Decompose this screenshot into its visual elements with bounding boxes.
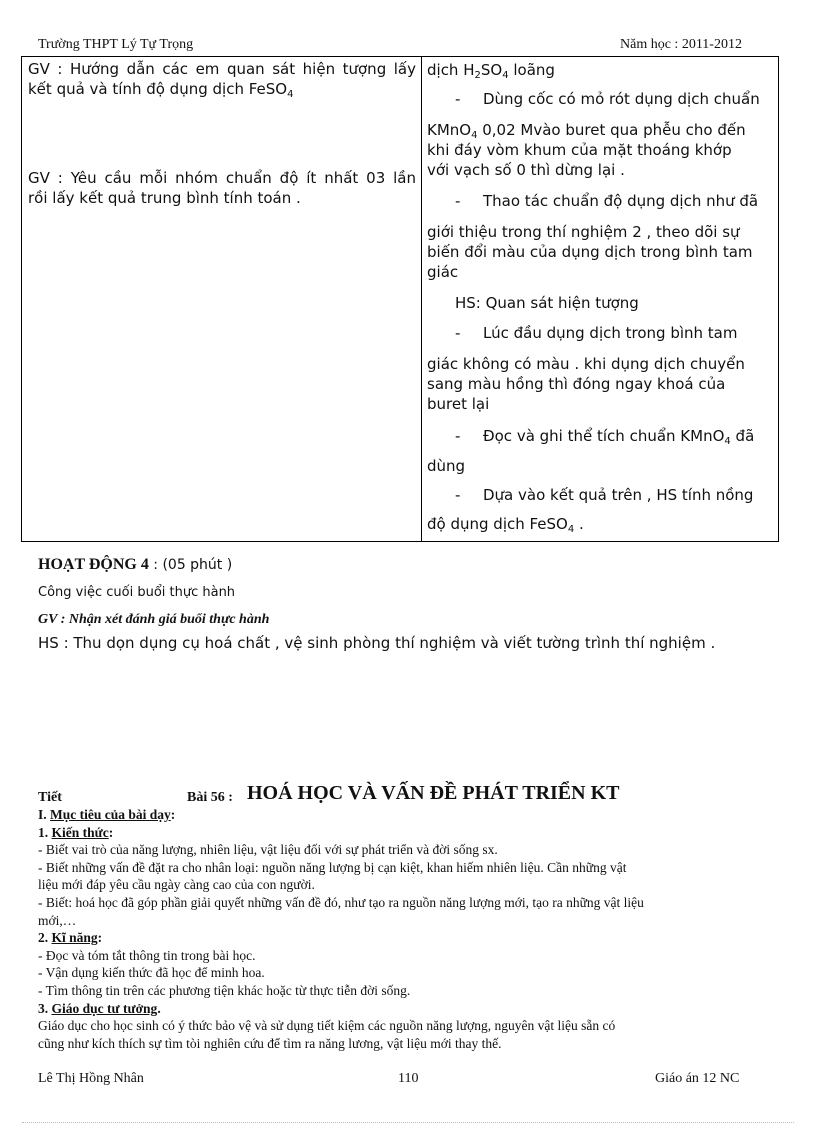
knowledge-item-3b: mới,…	[38, 912, 77, 928]
footer-plan: Giáo án 12 NC	[655, 1071, 740, 1086]
right-line-1: dịch $H_2SO_4$ loãng	[427, 61, 555, 81]
hs-observe: HS: Quan sát hiện tượng	[455, 294, 639, 312]
skills-heading: 2. Kĩ năng:	[38, 930, 103, 946]
activity-desc: Công việc cuối buổi thực hành	[38, 585, 236, 600]
lesson-period: Tiết	[38, 790, 62, 805]
bullet-1: - Dùng cốc có mỏ rót dụng dịch chuẩn	[455, 90, 760, 108]
school-year: Năm học : 2011-2012	[620, 37, 742, 52]
lesson-body	[38, 806, 782, 1052]
right-line-8: biến đổi màu của dụng dịch trong bình tam	[427, 243, 753, 261]
education-text-2: cũng như kích thích sự tìm tòi nghiên cứu để tìm ra năng lương, vật liệu mới thay thế.	[38, 1035, 502, 1051]
column-divider	[421, 57, 422, 541]
right-cell	[427, 57, 771, 541]
bullet-5: - Dựa vào kết quả trên , HS tính nồng	[455, 486, 754, 504]
gv-instruction-1a: GV : Hướng dẫn các em quan sát hiện tượng lấy	[28, 60, 416, 78]
right-line-18: độ dụng dịch FeSO$_4$ .	[427, 515, 584, 535]
right-line-4: khi đáy vòm khum của mặt thoáng khớp	[427, 141, 732, 159]
bullet-2: - Thao tác chuẩn độ dụng dịch như đã	[455, 192, 759, 210]
activity-hs: HS : Thu dọn dụng cụ hoá chất , vệ sinh phòng thí nghiệm và viết tường trình thí nghiệm .	[38, 634, 716, 652]
skills-item-3: - Tìm thông tin trên các phương tiện khác hoặc từ thực tiễn đời sống.	[38, 982, 411, 998]
left-cell	[28, 59, 416, 208]
lesson-number: Bài 56 :	[187, 790, 233, 805]
footer-page-number: 110	[398, 1071, 419, 1086]
gv-instruction-2a: GV : Yêu cầu mỗi nhóm chuẩn độ ít nhất 03 lần	[28, 169, 416, 187]
education-text-1: Giáo dục cho học sinh có ý thức bảo vệ và sử dụng tiết kiệm các nguồn năng lượng, nguyên vật liệu sẵn có	[38, 1018, 616, 1034]
activity-heading	[38, 555, 232, 574]
skills-item-2: - Vận dụng kiến thức đã học để minh hoa.	[38, 965, 265, 981]
objectives-heading: I. Mục tiêu của bài dạy:	[38, 807, 176, 822]
gv-instruction-1b: kết quả và tính độ dụng dịch FeSO$_4$	[28, 80, 294, 100]
lesson-table	[21, 56, 779, 542]
right-line-12: giác không có màu . khi dụng dịch chuyển	[427, 355, 745, 373]
skills-item-1: - Đọc và tóm tắt thông tin trong bài học.	[38, 947, 256, 963]
education-heading: 3. Giáo dục tư tưởng.	[38, 1000, 161, 1016]
activity-gv: GV : Nhận xét đánh giá buổi thực hành	[38, 612, 270, 627]
right-line-13: sang màu hồng thì đóng ngay khoá của	[427, 375, 726, 393]
school-name: Trường THPT Lý Tự Trọng	[38, 37, 194, 52]
knowledge-item-2b: liệu mới đáp yêu cầu ngày càng cao của con người.	[38, 877, 315, 893]
activity-time: : (05 phút )	[148, 557, 233, 573]
right-line-9: giác	[427, 263, 459, 281]
knowledge-item-3a: - Biết: hoá học đã góp phần giải quyết những vấn đề đó, như tạo ra nguồn năng lượng mới, tạo ra những vật liệu	[38, 894, 644, 910]
knowledge-item-1: - Biết vai trò của năng lượng, nhiên liệu, vật liệu đối với sự phát triển và đời sống sx.	[38, 842, 498, 858]
right-line-16: dùng	[427, 457, 466, 475]
footer-author: Lê Thị Hồng Nhân	[38, 1071, 144, 1086]
right-line-3: KMnO$_4$ 0,02 Mvào buret qua phễu cho đến	[427, 121, 746, 141]
right-line-7: giới thiệu trong thí nghiệm 2 , theo dõi sự	[427, 223, 740, 241]
knowledge-heading: 1. Kiến thức:	[38, 824, 114, 840]
right-line-5: với vạch số 0 thì dừng lại .	[427, 161, 625, 179]
activity-title: HOẠT ĐỘNG 4	[38, 556, 149, 573]
bullet-4: - Đọc và ghi thể tích chuẩn KMnO$_4$ đã	[455, 427, 755, 447]
bullet-3: - Lúc đầu dụng dịch trong bình tam	[455, 324, 738, 342]
right-line-14: buret lại	[427, 395, 490, 413]
lesson-title: HOÁ HỌC VÀ VẤN ĐỀ PHÁT TRIỂN KT	[247, 782, 620, 804]
knowledge-item-2a: - Biết những vấn đề đặt ra cho nhân loại: nguồn năng lượng bị cạn kiệt, khan hiếm nhiên liệu. Cần những vật	[38, 859, 627, 875]
gv-instruction-2b: rồi lấy kết quả trung bình tính toán .	[28, 189, 301, 207]
